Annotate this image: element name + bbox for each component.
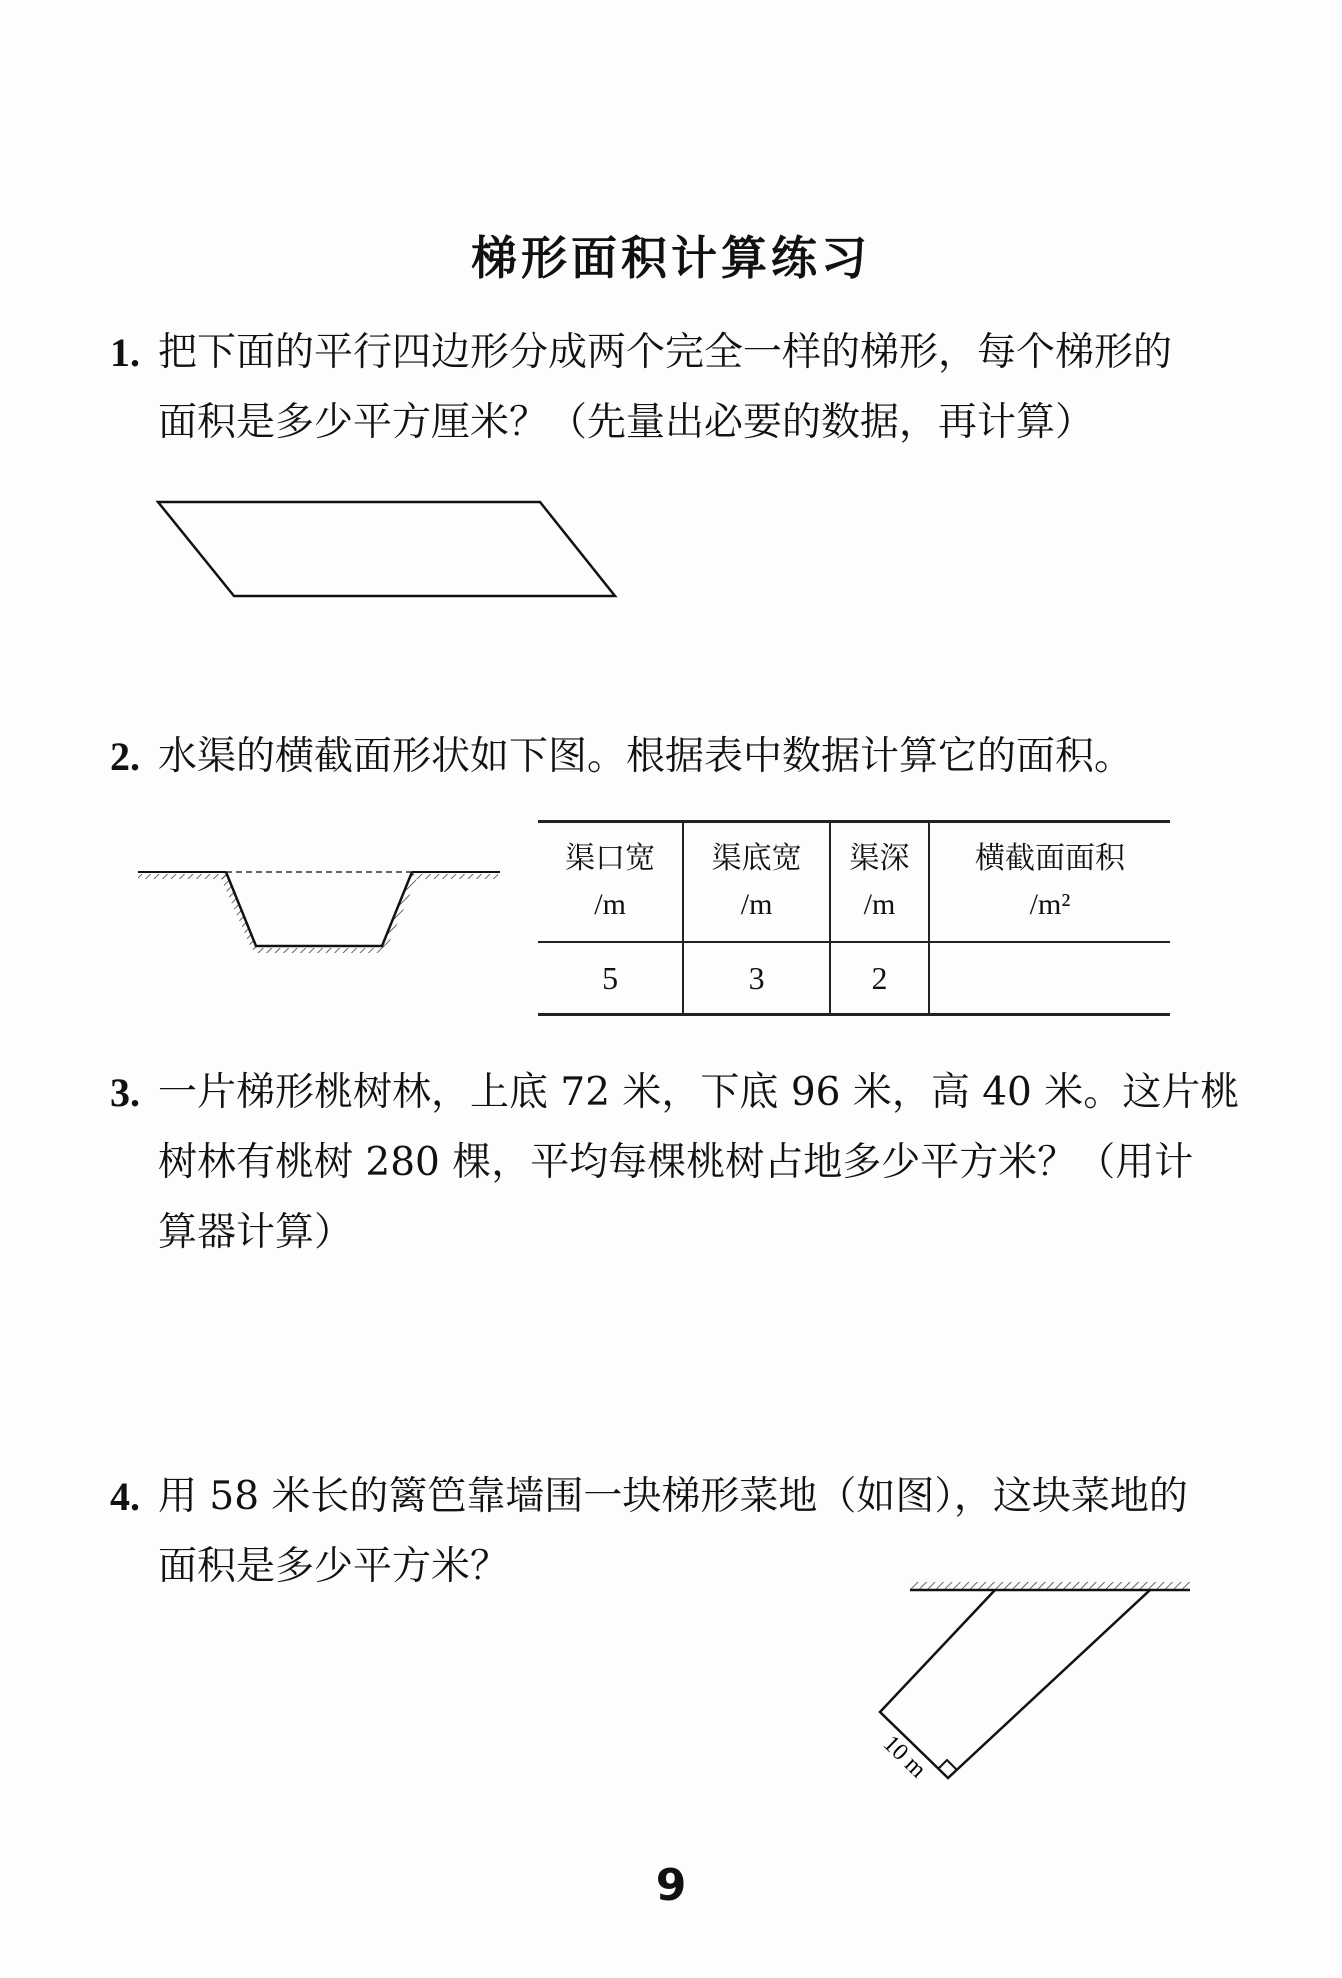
question-text-line: 用 58 米长的篱笆靠墙围一块梯形菜地（如图），这块菜地的 <box>158 1474 1188 1519</box>
table-header-cell: 横截面面积 /m² <box>929 822 1170 943</box>
side-length-label: 10 m <box>877 1730 931 1784</box>
parallelogram-figure <box>150 490 630 610</box>
page-number: 9 <box>655 1860 687 1911</box>
question-number: 2. <box>110 734 140 779</box>
question-number: 3. <box>110 1070 140 1115</box>
question-2 <box>110 722 1220 792</box>
question-number: 4. <box>110 1474 140 1519</box>
question-text-line: 水渠的横截面形状如下图。根据表中数据计算它的面积。 <box>158 734 1134 779</box>
question-text-line: 面积是多少平方米？ <box>158 1544 510 1589</box>
question-3 <box>110 1058 1240 1268</box>
table-header-cell: 渠深 /m <box>830 822 929 943</box>
question-text-line: 算器计算） <box>158 1210 354 1255</box>
table-row <box>538 942 1170 1015</box>
table-header-cell: 渠口宽 /m <box>565 841 656 921</box>
canal-data-table <box>538 820 1170 1016</box>
table-cell-answer <box>929 942 1170 1015</box>
table-header-row <box>538 822 1170 943</box>
question-1 <box>110 318 1220 458</box>
question-number: 1. <box>110 330 140 375</box>
page-title: 梯形面积计算练习 <box>471 231 871 285</box>
question-text-line: 面积是多少平方厘米？（先量出必要的数据，再计算） <box>158 400 1095 445</box>
question-text-line: 把下面的平行四边形分成两个完全一样的梯形，每个梯形的 <box>158 330 1173 375</box>
table-cell: 2 <box>830 942 929 1015</box>
table-header-cell: 渠底宽 /m <box>683 822 830 943</box>
canal-cross-section-figure <box>130 860 510 970</box>
garden-trapezoid-figure <box>860 1580 1200 1820</box>
table-cell: 3 <box>683 942 830 1015</box>
question-text-line: 树林有桃树 280 棵，平均每棵桃树占地多少平方米？（用计 <box>158 1140 1194 1185</box>
question-text-line: 一片梯形桃树林，上底 72 米，下底 96 米，高 40 米。这片桃 <box>158 1070 1240 1115</box>
table-cell: 5 <box>602 959 619 996</box>
